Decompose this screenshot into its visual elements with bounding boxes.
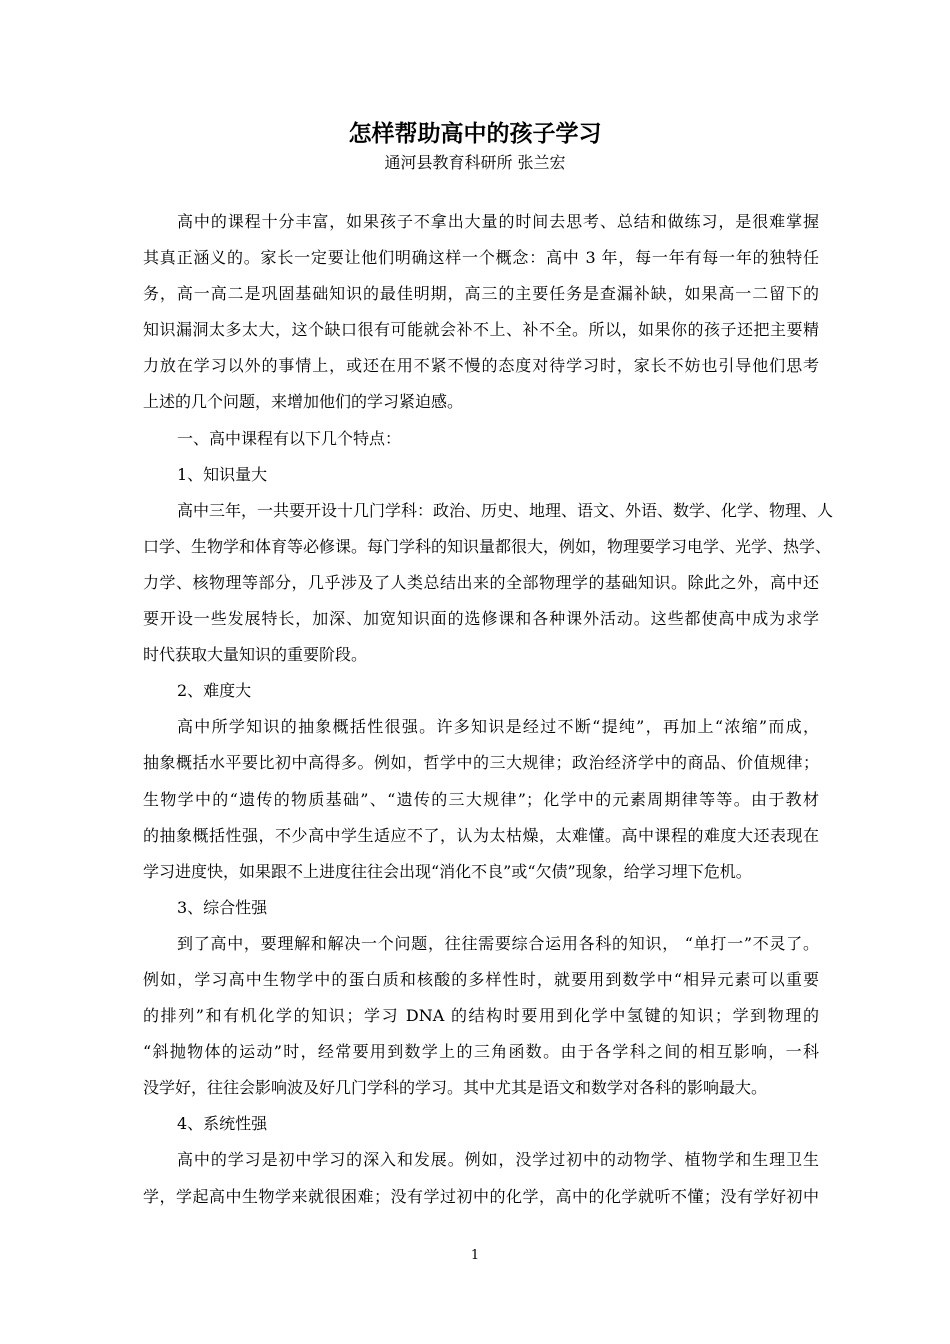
paragraph-line: 上述的几个问题，来增加他们的学习紧迫感。 bbox=[143, 392, 464, 412]
document-body bbox=[143, 204, 834, 1215]
paragraph-line: 的排列”和有机化学的知识；学习 DNA 的结构时要用到化学中氢键的知识；学到物理的 bbox=[143, 1006, 819, 1026]
paragraph-line: 高中所学知识的抽象概括性很强。许多知识是经过不断“提纯”，再加上“浓缩”而成， bbox=[177, 717, 819, 737]
subsection-heading: 4、系统性强 bbox=[177, 1114, 268, 1134]
paragraph-line: 要开设一些发展特长，加深、加宽知识面的选修课和各种课外活动。这些都使高中成为求学 bbox=[143, 609, 819, 629]
paragraph-line: 高中三年，一共要开设十几门学科：政治、历史、地理、语文、外语、数学、化学、物理、人 bbox=[177, 500, 834, 520]
paragraph-line: 力学、核物理等部分，几乎涉及了人类总结出来的全部物理学的基础知识。除此之外，高中还 bbox=[143, 572, 819, 592]
subsection-heading: 1、知识量大 bbox=[177, 464, 268, 484]
paragraph-line: 没学好，往往会影响波及好几门学科的学习。其中尤其是语文和数学对各科的影响最大。 bbox=[143, 1078, 768, 1098]
subsection-heading: 3、综合性强 bbox=[177, 897, 268, 917]
paragraph-line: 到了高中，要理解和解决一个问题，往往需要综合运用各科的知识， “单打一”不灵了。 bbox=[177, 933, 819, 953]
paragraph-line: 口学、生物学和体育等必修课。每门学科的知识量都很大，例如，物理要学习电学、光学、热学、 bbox=[143, 536, 832, 556]
paragraph-line: 高中的学习是初中学习的深入和发展。例如，没学过初中的动物学、植物学和生理卫生 bbox=[177, 1150, 819, 1170]
section-heading: 一、高中课程有以下几个特点： bbox=[177, 428, 402, 448]
paragraph-line: 学，学起高中生物学来就很困难；没有学过初中的化学，高中的化学就听不懂；没有学好初中 bbox=[143, 1186, 819, 1206]
paragraph-line: 其真正涵义的。家长一定要让他们明确这样一个概念：高中 3 年，每一年有每一年的独特任 bbox=[143, 248, 819, 268]
paragraph-line: 知识漏洞太多太大，这个缺口很有可能就会补不上、补不全。所以，如果你的孩子还把主要精 bbox=[143, 320, 819, 340]
paragraph-line: 时代获取大量知识的重要阶段。 bbox=[143, 645, 368, 665]
subsection-heading: 2、难度大 bbox=[177, 681, 252, 701]
paragraph-line: 的抽象概括性强，不少高中学生适应不了，认为太枯燥，太难懂。高中课程的难度大还表现在 bbox=[143, 825, 819, 845]
paragraph-line: 例如，学习高中生物学中的蛋白质和核酸的多样性时，就要用到数学中“相异元素可以重要 bbox=[143, 969, 819, 989]
paragraph-line: 抽象概括水平要比初中高得多。例如，哲学中的三大规律；政治经济学中的商品、价值规律； bbox=[143, 753, 819, 773]
paragraph-line: 学习进度快，如果跟不上进度往往会出现“消化不良”或“欠债”现象，给学习埋下危机。 bbox=[143, 861, 752, 881]
paragraph-line: “斜抛物体的运动”时，经常要用到数学上的三角函数。由于各学科之间的相互影响，一科 bbox=[143, 1042, 819, 1062]
page-number: 1 bbox=[470, 1248, 480, 1263]
paragraph-line: 力放在学习以外的事情上，或还在用不紧不慢的态度对待学习时，家长不妨也引导他们思考 bbox=[143, 356, 819, 376]
paragraph-line: 务，高一高二是巩固基础知识的最佳明期，高三的主要任务是查漏补缺，如果高一二留下的 bbox=[143, 284, 819, 304]
paragraph-line: 高中的课程十分丰富，如果孩子不拿出大量的时间去思考、总结和做练习，是很难掌握 bbox=[177, 212, 819, 231]
paragraph-line: 生物学中的“遗传的物质基础”、“遗传的三大规律”；化学中的元素周期律等等。由于教材 bbox=[143, 789, 819, 809]
document-author: 通河县教育科研所 张兰宏 bbox=[384, 153, 566, 172]
document-title: 怎样帮助高中的孩子学习 bbox=[348, 120, 602, 147]
